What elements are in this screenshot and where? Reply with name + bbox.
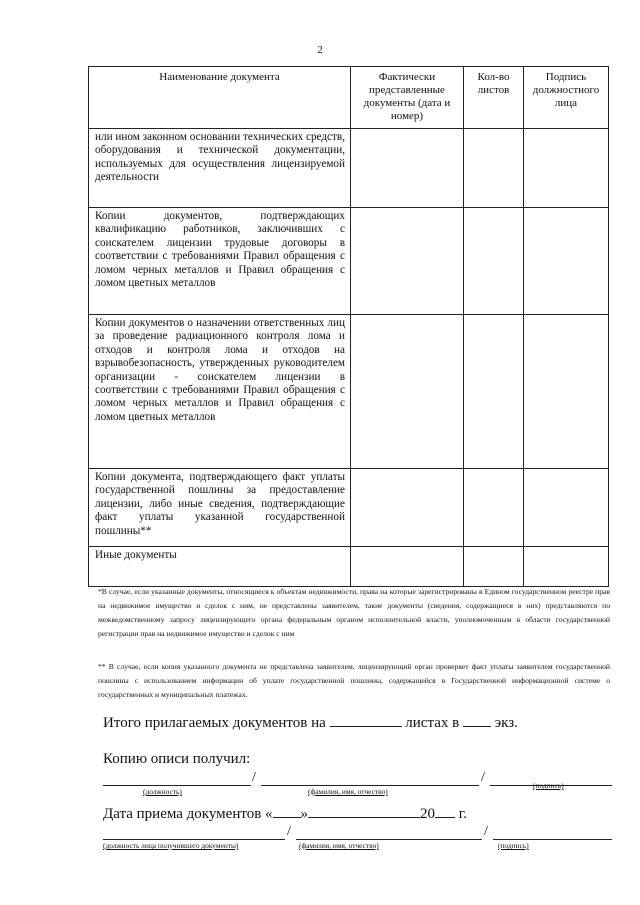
submitted-cell[interactable] bbox=[351, 208, 464, 315]
header-submitted-documents: Фактически представленные документы (дата и номер) bbox=[351, 67, 464, 129]
copies-label: экз. bbox=[494, 715, 518, 731]
table-row bbox=[89, 208, 609, 315]
sheets-cell[interactable] bbox=[464, 547, 524, 587]
submitted-cell[interactable] bbox=[351, 469, 464, 547]
table-row bbox=[89, 315, 609, 469]
signature-cell[interactable] bbox=[524, 208, 609, 315]
header-official-signature: Подпись должностного лица bbox=[524, 67, 609, 129]
acceptance-quote-close: » bbox=[300, 806, 309, 822]
sheets-cell[interactable] bbox=[464, 315, 524, 469]
sheets-cell[interactable] bbox=[464, 208, 524, 315]
caption-full-name: (фамилия, имя, отчество) bbox=[308, 787, 388, 796]
sheets-cell[interactable] bbox=[464, 469, 524, 547]
receiver-full-name-field[interactable] bbox=[296, 839, 482, 840]
document-name-cell: Копии документа, подтверждающего факт уплаты государственной пошлины за предоставление лицензии, либо иные сведения, подтверждающие факт уплаты указанной государственной пошлины** bbox=[89, 469, 351, 547]
caption-receiver-signature: (подпись) bbox=[498, 841, 529, 850]
document-name-cell: Иные документы bbox=[89, 547, 351, 587]
receiver-signature-field[interactable] bbox=[493, 839, 612, 840]
position-field[interactable] bbox=[103, 785, 251, 786]
document-name-cell: Копии документов о назначении ответственных лиц за проведение радиационного контроля лома и отходов и контроля лома и отходов на взрывобезопасность, утвержденных руководителем организации - соискателем лицензии в соответствии с требованиями Правил обращения с ломом черных металлов и Правил обращения с ломом цветных металлов bbox=[89, 315, 351, 469]
day-field[interactable] bbox=[273, 804, 301, 818]
sheets-count-field[interactable] bbox=[330, 713, 402, 727]
submitted-cell[interactable] bbox=[351, 315, 464, 469]
submitted-cell[interactable] bbox=[351, 129, 464, 208]
table-row bbox=[89, 129, 609, 208]
footnote-real-estate: *В случае, если указанные документы, относящиеся к объектам недвижимости, права на которые зарегистрированы в Едином государственном реестре прав на недвижимое имущество и сделок с ним, не представлены заявителем, такие документы (сведения, содержащиеся в них) представляются по межведомственному запросу лицензирующего органа федеральным органом исполнительной власти, уполномоченным в области государственной регистрации прав на недвижимое имущество и сделок с ним bbox=[98, 587, 610, 638]
submitted-cell[interactable] bbox=[351, 547, 464, 587]
document-name-cell: или ином законном основании технических средств, оборудования и технической документации, используемых для осуществления лицензируемой деятельности bbox=[89, 129, 351, 208]
acceptance-label: Дата приема документов « bbox=[103, 806, 273, 822]
full-name-field[interactable] bbox=[261, 785, 479, 786]
total-documents-line bbox=[103, 713, 518, 732]
year-field[interactable] bbox=[435, 804, 455, 818]
copy-received-label: Копию описи получил: bbox=[103, 751, 251, 767]
header-document-name: Наименование документа bbox=[89, 67, 351, 129]
year-suffix: г. bbox=[458, 806, 468, 822]
table-row bbox=[89, 469, 609, 547]
copies-count-field[interactable] bbox=[463, 713, 491, 727]
header-sheet-count: Кол-во листов bbox=[464, 67, 524, 129]
caption-receiver-full-name: (фамилия, имя, отчество) bbox=[299, 841, 379, 850]
caption-signature: (подпись) bbox=[533, 781, 564, 790]
copy-received-signature-row: / / (должность) (фамилия, имя, отчество) (подпись) bbox=[103, 775, 613, 799]
sheets-label: листах в bbox=[405, 715, 460, 731]
year-prefix: 20 bbox=[420, 806, 436, 822]
page-number: 2 bbox=[317, 44, 323, 56]
signature-cell[interactable] bbox=[524, 129, 609, 208]
table-header-row bbox=[89, 67, 609, 129]
signature-cell[interactable] bbox=[524, 469, 609, 547]
caption-receiver-position: (должность лица получившего документы) bbox=[103, 841, 239, 850]
document-name-cell: Копии документов, подтверждающих квалификацию работников, заключивших с соискателем лицензии трудовые договоры в соответствии с требованиями Правил обращения с ломом черных металлов и Правил обращения с ломом цветных металлов bbox=[89, 208, 351, 315]
signature-cell[interactable] bbox=[524, 547, 609, 587]
footnote-state-fee: ** В случае, если копия указанного документа не представлена заявителем, лицензирующий орган проверяет факт уплаты заявителем государственной пошлины с использованием информации об уплате государственной пошлины, содержащейся в Государственной информационной системе о государственных и муниципальных платежах. bbox=[98, 662, 610, 699]
documents-table bbox=[88, 66, 609, 587]
caption-position: (должность) bbox=[143, 787, 182, 796]
acceptance-signature-row: / / (должность лица получившего документы) (фамилия, имя, отчество) (подпись) bbox=[103, 829, 613, 853]
month-field[interactable] bbox=[308, 804, 420, 818]
signature-cell[interactable] bbox=[524, 315, 609, 469]
receiver-position-field[interactable] bbox=[103, 839, 285, 840]
sheets-cell[interactable] bbox=[464, 129, 524, 208]
table-row bbox=[89, 547, 609, 587]
acceptance-date-line bbox=[103, 804, 467, 823]
total-label: Итого прилагаемых документов на bbox=[103, 715, 326, 731]
